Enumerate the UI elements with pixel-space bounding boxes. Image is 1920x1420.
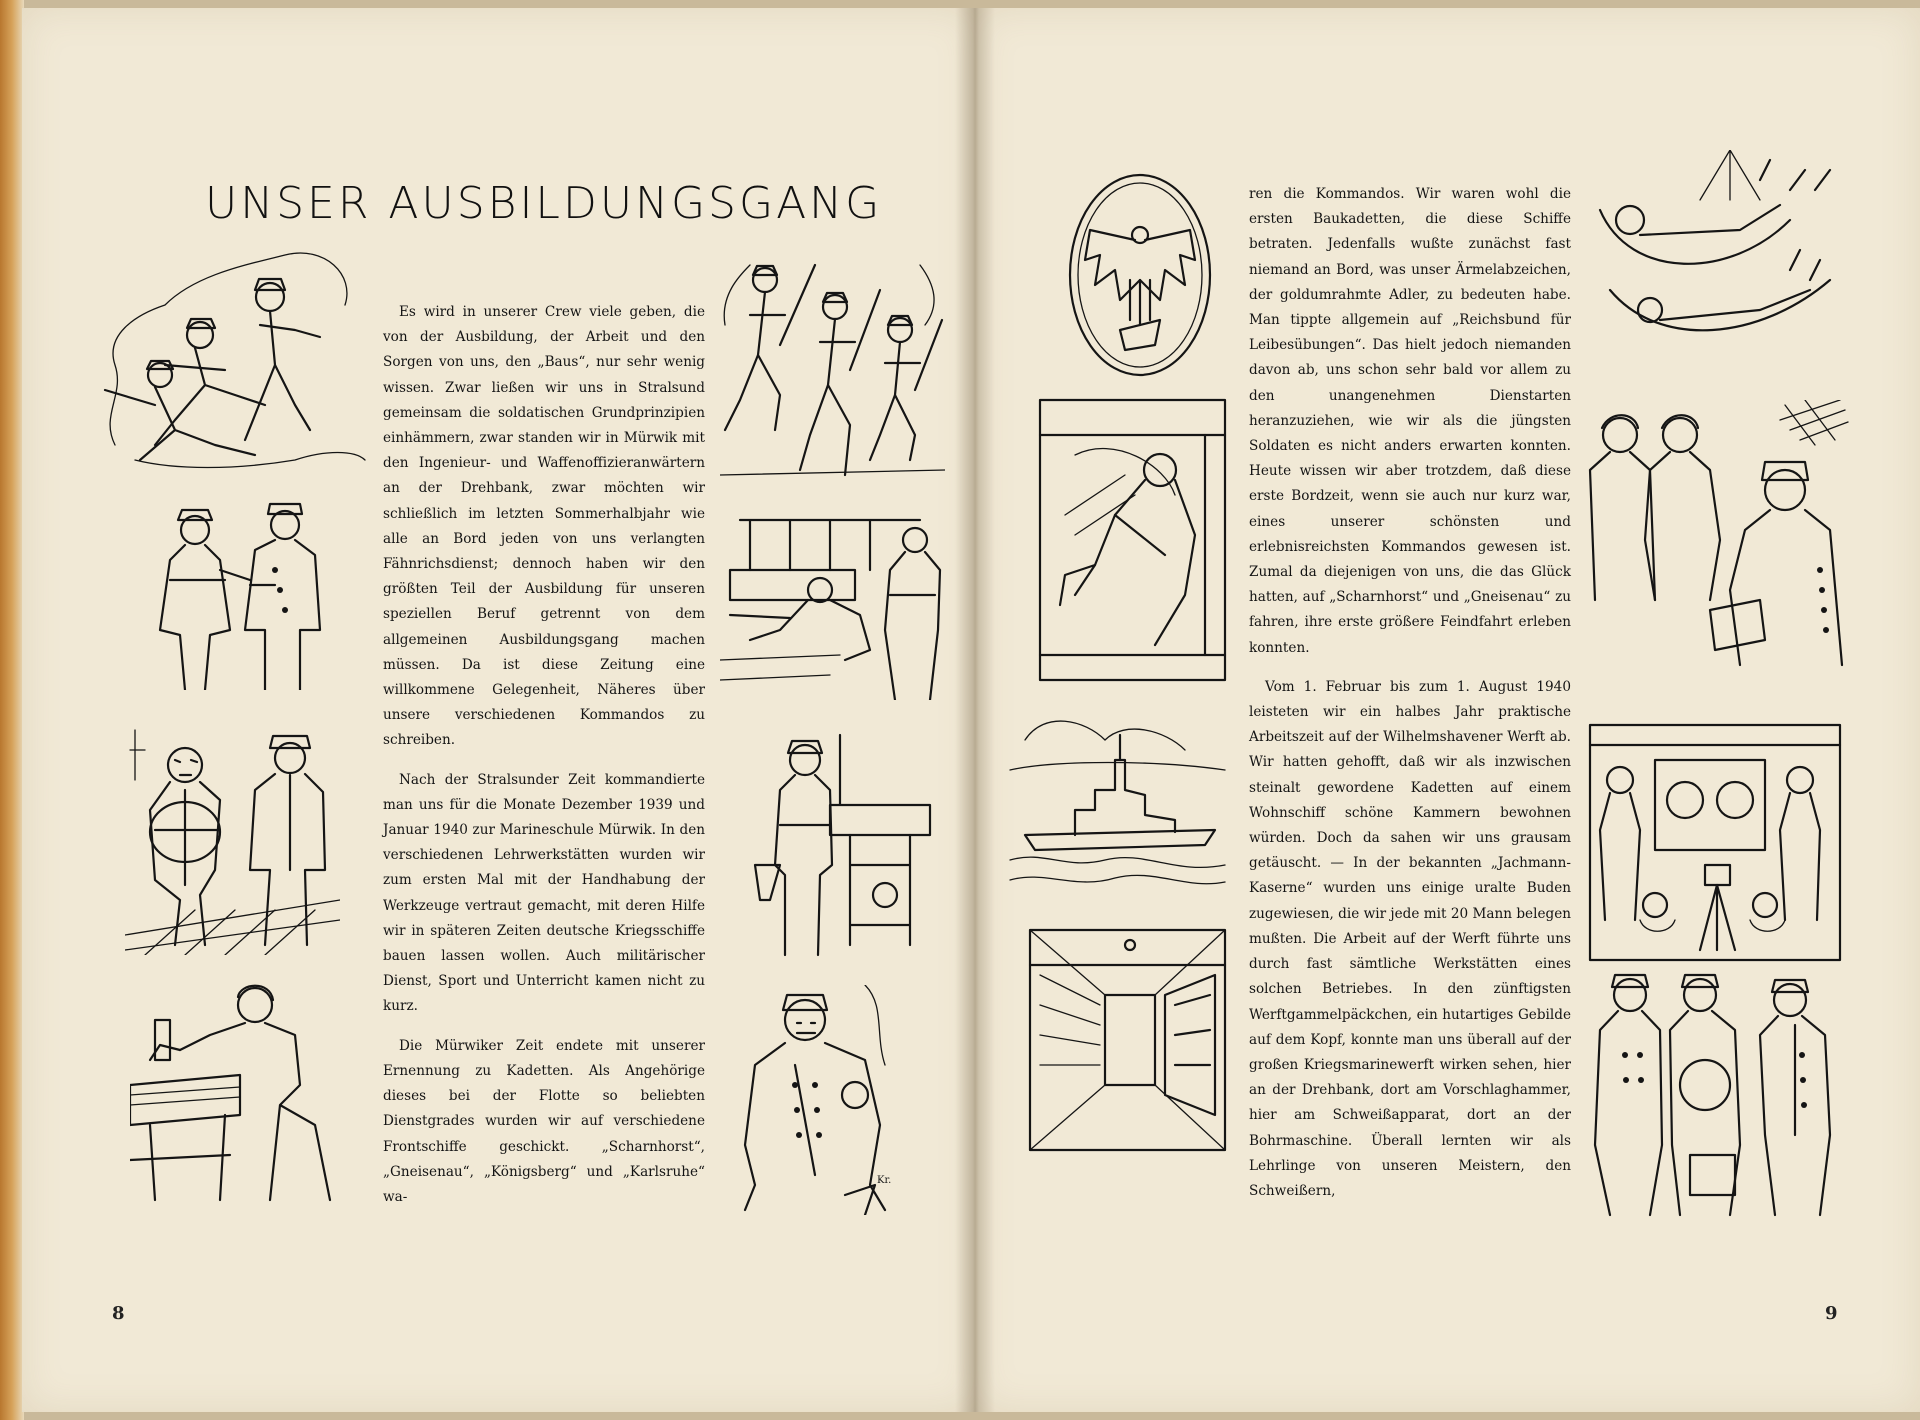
illustration-ship-corridor xyxy=(1025,925,1230,1155)
illustration-soldiers-marching xyxy=(720,245,945,490)
right-paragraph-1: ren die Kommandos. Wir waren wohl die ersten Baukadetten, die diese Schiffe betraten. Jedenfalls wußte zunächst fast niemand an Bord, was unser Ärmelabzeichen, der goldumrahmte Adler, zu bedeuten habe. Man tippte allgemein auf „Reichsbund für Leibesübungen“. Das hielt jedoch niemanden davon ab, uns schon sehr bald vor allem zu den unangenehmen Dienstarten heranzuziehen, wie wir als die jüngsten Soldaten es nicht anders erwarten konnten. Heute wissen wir aber trotzdem, daß diese erste Bordzeit, wenn sie auch nur kurz war, eines unserer schönsten und erlebnisreichsten Kommandos gewesen ist. Zumal da diejenigen von uns, die das Glück hatten, auf „Scharnhorst“ und „Gneisenau“ zu fahren, ihre erste größere Feindfahrt erleben konnten. xyxy=(1249,186,1571,656)
illustration-cadet-in-hatch xyxy=(1035,395,1230,685)
illustration-sailors-at-workbench xyxy=(720,500,945,700)
artist-signature: Kr. xyxy=(877,1175,892,1186)
illustration-three-sailors xyxy=(1590,965,1850,1225)
page-title: UNSER AUSBILDUNGSGANG xyxy=(205,178,883,229)
left-paragraph-2: Nach der Stralsunder Zeit kommandierte man uns für die Monate Dezember 1939 und Januar 1940 zur Marineschule Mürwik. In den verschiedenen Lehrwerkstätten wurden wir zum ersten Mal mit der Handhabung der Werkzeuge vertraut gemacht, mit deren Hilfe wir in späteren Zeiten deutsche Kriegsschiffe bauen lassen wollen. Auch militärischer Dienst, Sport und Unterricht kamen nicht zu kurz. xyxy=(383,771,705,1015)
right-text-column xyxy=(1249,182,1571,1218)
illustration-uniformed-sailor-portrait xyxy=(735,985,910,1215)
left-paragraph-1: Es wird in unserer Crew viele geben, die von der Ausbildung, der Arbeit und den Sorgen von uns, den „Baus“, nur sehr wenig wissen. Zwar ließen wir uns in Stralsund gemeinsam die soldatischen Grundprinzipien einhämmern, zwar standen wir in Mürwik mit den Ingenieur- und Waffenoffizieranwärtern an der Drehbank, zwar möchten wir schließlich im letzten Sommerhalbjahr wie alle an Bord jeden von uns verlangten Fähnrichsdienst; dennoch haben wir den größten Teil der Ausbildung für unseren speziellen Beruf getrennt von dem allgemeinen Ausbildungsgang machen müssen. Da ist diese Zeitung eine willkommene Gelegenheit, Näheres über unsere verschiedenen Kommandos zu schreiben. xyxy=(383,304,705,749)
page-number-left: 8 xyxy=(112,1303,125,1324)
illustration-soldiers-crawling xyxy=(95,245,375,480)
illustration-eagle-emblem xyxy=(1060,170,1230,380)
illustration-soldiers-shaking-hands xyxy=(140,490,340,690)
right-paragraph-2: Vom 1. Februar bis zum 1. August 1940 leisteten wir ein halbes Jahr praktische Arbeitszeit auf der Wilhelmshavener Werft ab. Wir hatten gehofft, daß wir als inzwischen steinalt gewordene Kadetten auf einem Wohnschiff schöne Kammern bewohnen würden. Doch da sahen wir uns grausam getäuscht. — In der bekannten „Jachmann-Kaserne“ wurden uns einige uralte Buden zugewiesen, die wir jede mit 20 Mann belegen mußten. Die Arbeit auf der Werft führte uns durch fast sämtliche Werkstätten eines solchen Betriebes. In den zünftigsten Werftgammelpäckchen, ein hutartiges Gebilde auf dem Kopf, konnte man uns überall auf der großen Kriegsmarinewerft wirken sehen, hier an der Drehbank, dort am Vorschlaghammer, hier am Schweißapparat, dort an der Bohrmaschine. Überall lernten wir als Lehrlinge von unseren Meistern, den Schweißern, xyxy=(1249,678,1571,1199)
illustration-battleship-at-sea xyxy=(1005,700,1230,895)
illustration-sailor-at-forge xyxy=(750,725,940,965)
illustration-officer-and-sailor xyxy=(125,720,340,955)
page-number-right: 9 xyxy=(1825,1303,1838,1324)
book-binding-edge xyxy=(0,0,24,1420)
illustration-apprentice-at-vise xyxy=(130,975,345,1205)
page-gutter xyxy=(955,8,995,1412)
illustration-sailors-with-officer xyxy=(1580,400,1850,670)
illustration-hammocks xyxy=(1590,150,1845,360)
left-paragraph-3: Die Mürwiker Zeit endete mit unserer Ernennung zu Kadetten. Als Angehörige dieses bei der Flotte so beliebten Dienstgrades wurden wir auf verschiedene Frontschiffe geschickt. „Scharnhorst“, „Gneisenau“, „Königsberg“ und „Karlsruhe“ wa- xyxy=(383,1037,705,1205)
left-text-column xyxy=(383,300,705,1224)
illustration-lecture-with-projector xyxy=(1585,720,1845,965)
